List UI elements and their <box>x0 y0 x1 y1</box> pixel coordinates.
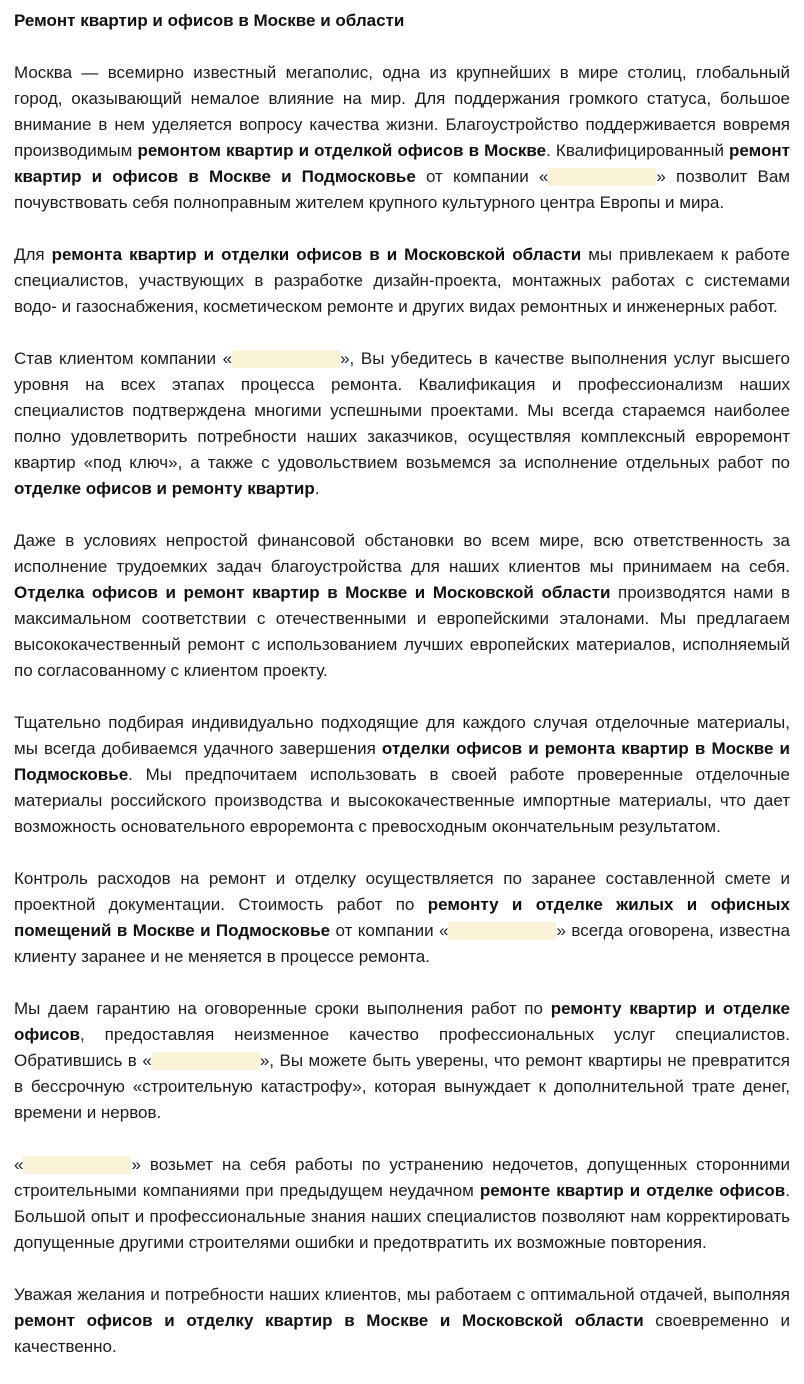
company-name-redaction <box>448 922 556 940</box>
bold-text-segment: Отделка офисов и ремонт квартир в Москве и Московской области <box>14 583 611 602</box>
bold-text-segment: ремонту и отделке жилых и офисных помещений в Москве и Подмосковье <box>14 895 790 940</box>
paragraph <box>14 1152 790 1256</box>
text-segment: « <box>14 1155 24 1174</box>
company-name-redaction <box>152 1052 260 1070</box>
paragraph <box>14 60 790 216</box>
bold-text-segment: ремонта квартир и отделки офисов в и Московской области <box>51 245 582 264</box>
text-segment: Москва — всемирно известный мегаполис, одна из крупнейших в мире столиц, глобальный город, оказывающий немалое влияние на мир. Для поддержания громкого статуса, большое внимание в нем уделяется вопросу качества жизни. Благоустройство поддерживается вовремя производимым <box>14 63 790 160</box>
paragraph <box>14 710 790 840</box>
bold-text-segment: отделки офисов и ремонта квартир в Москве и Подмосковье <box>14 739 790 784</box>
text-segment: Тщательно подбирая индивидуально подходящие для каждого случая отделочные материалы, мы всегда добиваемся удачного завершения <box>14 713 790 758</box>
text-segment: . Мы предпочитаем использовать в своей работе проверенные отделочные материалы российского производства и высококачественные импортные материалы, что дает возможность основательного евроремонта с превосходным окончательным результатом. <box>14 765 790 836</box>
bold-text-segment: ремонте квартир и отделке офисов <box>479 1181 786 1200</box>
text-segment: Уважая желания и потребности наших клиентов, мы работаем с оптимальной отдачей, выполняя <box>14 1285 790 1304</box>
paragraph <box>14 528 790 684</box>
paragraph <box>14 242 790 320</box>
paragraph-container <box>14 60 790 1360</box>
text-segment: Став клиентом компании « <box>14 349 233 368</box>
text-segment: Для <box>14 245 52 264</box>
company-name-redaction <box>548 168 656 186</box>
page-title: Ремонт квартир и офисов в Москве и области <box>14 11 405 30</box>
text-segment: » возьмет на себя работы по устранению недочетов, допущенных сторонними строительными компаниями при предыдущем неудачном <box>14 1155 790 1200</box>
text-segment: », Вы можете быть уверены, что ремонт квартиры не превратится в бессрочную «строительную катастрофу», которая вынуждает к дополнительной трате денег, времени и нервов. <box>14 1051 791 1122</box>
text-segment: производятся нами в максимальном соответствии с отечественными и европейскими эталонами. Мы предлагаем высококачественный ремонт с использованием лучших европейских материалов, исполняемый по согласованному с клиентом проекту. <box>14 583 791 680</box>
paragraph <box>14 866 790 970</box>
text-segment: Мы даем гарантию на оговоренные сроки выполнения работ по <box>14 999 551 1018</box>
text-segment: своевременно и качественно. <box>14 1311 790 1356</box>
bold-text-segment: ремонт квартир и офисов в Москве и Подмосковье <box>14 141 790 186</box>
paragraph <box>14 996 790 1126</box>
text-segment: от компании « <box>415 167 549 186</box>
bold-text-segment: ремонтом квартир и отделкой офисов в Москве <box>137 141 547 160</box>
bold-text-segment: отделке офисов и ремонту квартир <box>14 479 315 498</box>
company-name-redaction <box>23 1156 131 1174</box>
text-segment: » позволит Вам почувствовать себя полноправным жителем крупного культурного центра Европы и мира. <box>14 167 790 212</box>
paragraph <box>14 346 790 502</box>
text-segment: мы привлекаем к работе специалистов, участвующих в разработке дизайн-проекта, монтажных работах с системами водо- и газоснабжения, косметическом ремонте и других видах ремонтных и инженерных работ. <box>14 245 791 316</box>
text-segment: Контроль расходов на ремонт и отделку осуществляется по заранее составленной смете и проектной документации. Стоимость работ по <box>14 869 790 914</box>
company-name-redaction <box>232 350 340 368</box>
bold-text-segment: ремонту квартир и отделке офисов <box>14 999 790 1044</box>
text-segment: , предоставляя неизменное качество профессиональных услуг специалистов. Обратившись в « <box>14 1025 790 1070</box>
bold-text-segment: ремонт офисов и отделку квартир в Москве и Московской области <box>14 1311 644 1330</box>
text-segment: от компании « <box>330 921 449 940</box>
text-segment: . <box>314 479 320 498</box>
text-segment: . Большой опыт и профессиональные знания наших специалистов позволяют нам корректировать допущенные другими строителями ошибки и предотвратить их возможные повторения. <box>14 1181 790 1252</box>
text-segment: », Вы убедитесь в качестве выполнения услуг высшего уровня на всех этапах процесса ремонта. Квалификация и профессионализм наших специалистов подтверждена многими успешными проектами. Мы всегда стараемся наиболее полно удовлетворить потребности наших заказчиков, осуществляя комплексный евроремонт квартир «под ключ», а также с удовольствием возьмемся за исполнение отдельных работ по <box>14 349 791 472</box>
text-segment: . Квалифицированный <box>546 141 730 160</box>
paragraph <box>14 1282 790 1360</box>
text-segment: Даже в условиях непростой финансовой обстановки во всем мире, всю ответственность за исполнение трудоемких задач благоустройства для наших клиентов мы принимаем на себя. <box>14 531 790 576</box>
text-segment: » всегда оговорена, известна клиенту заранее и не меняется в процессе ремонта. <box>14 921 790 966</box>
